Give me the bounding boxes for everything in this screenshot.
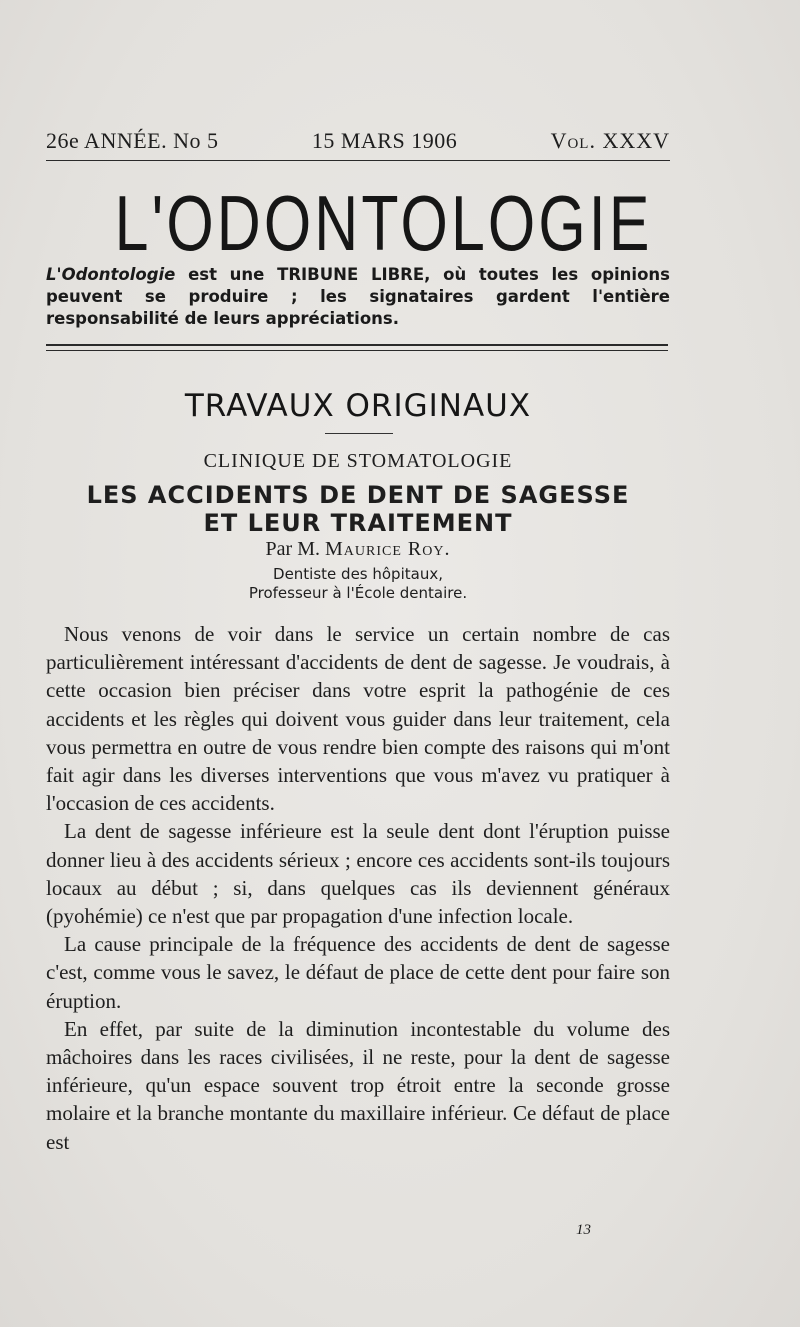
- running-header: [46, 128, 670, 154]
- byline-prefix: Par M.: [265, 538, 325, 560]
- header-rule: [46, 160, 670, 161]
- issue-number: 26e ANNÉE. No 5: [46, 128, 219, 153]
- paragraph: La cause principale de la fréquence des accidents de dent de sagesse c'est, comme vous le savez, le défaut de place de cette dent pour faire son éruption.: [46, 932, 670, 1013]
- disclaimer-text: est une TRIBUNE LIBRE, où toutes les opinions peuvent se produire ; les signataires gardent l'entière responsabilité de leurs appréciations.: [46, 265, 670, 328]
- subsection-title: CLINIQUE DE STOMATOLOGIE: [203, 450, 513, 472]
- affiliation-line-1: Dentiste des hôpitaux,: [273, 565, 443, 583]
- volume-number: Vol. XXXV: [550, 128, 670, 153]
- author-name: Maurice Roy.: [324, 538, 451, 560]
- article-title-line-2: ET LEUR TRAITEMENT: [203, 509, 513, 537]
- affiliation-line-2: Professeur à l'École dentaire.: [248, 584, 468, 602]
- paragraph: La dent de sagesse inférieure est la seule dent dont l'éruption puisse donner lieu à des accidents sérieux ; encore ces accidents sont-ils toujours locaux au début ; si, dans quelques cas ils deviennent généraux (pyohémie) ce n'est que par propagation d'une infection locale.: [46, 819, 670, 929]
- journal-title: L'ODONTOLOGIE: [114, 179, 653, 267]
- article-title: [46, 481, 670, 537]
- section-divider: [325, 433, 393, 434]
- byline: [46, 538, 670, 561]
- section-title: TRAVAUX ORIGINAUX: [184, 388, 532, 424]
- masthead-double-rule: [46, 344, 668, 351]
- editorial-disclaimer: [46, 264, 670, 330]
- journal-name-italic: L'Odontologie: [46, 265, 176, 284]
- page-number: 13: [576, 1222, 591, 1238]
- article-body: [46, 620, 670, 1156]
- author-affiliation: [46, 565, 670, 603]
- paragraph: En effet, par suite de la diminution incontestable du volume des mâchoires dans les races civilisées, il ne reste, pour la dent de sagesse inférieure, qu'un espace souvent trop étroit entre la seconde grosse molaire et la branche montante du maxillaire inférieur. Ce défaut de place est: [46, 1016, 670, 1154]
- paragraph: Nous venons de voir dans le service un certain nombre de cas particulièrement intéressant d'accidents de dent de sagesse. Je voudrais, à cette occasion bien préciser dans votre esprit la pathogénie de ces accidents et les règles qui doivent vous guider dans leur traitement, cela vous permettra en outre de vous rendre bien compte des raisons qui m'ont fait agir dans les diverses interventions que vous m'avez vu pratiquer à l'occasion de ces accidents.: [46, 622, 670, 816]
- issue-date: 15 MARS 1906: [311, 128, 458, 153]
- article-title-line-1: LES ACCIDENTS DE DENT DE SAGESSE: [86, 481, 630, 509]
